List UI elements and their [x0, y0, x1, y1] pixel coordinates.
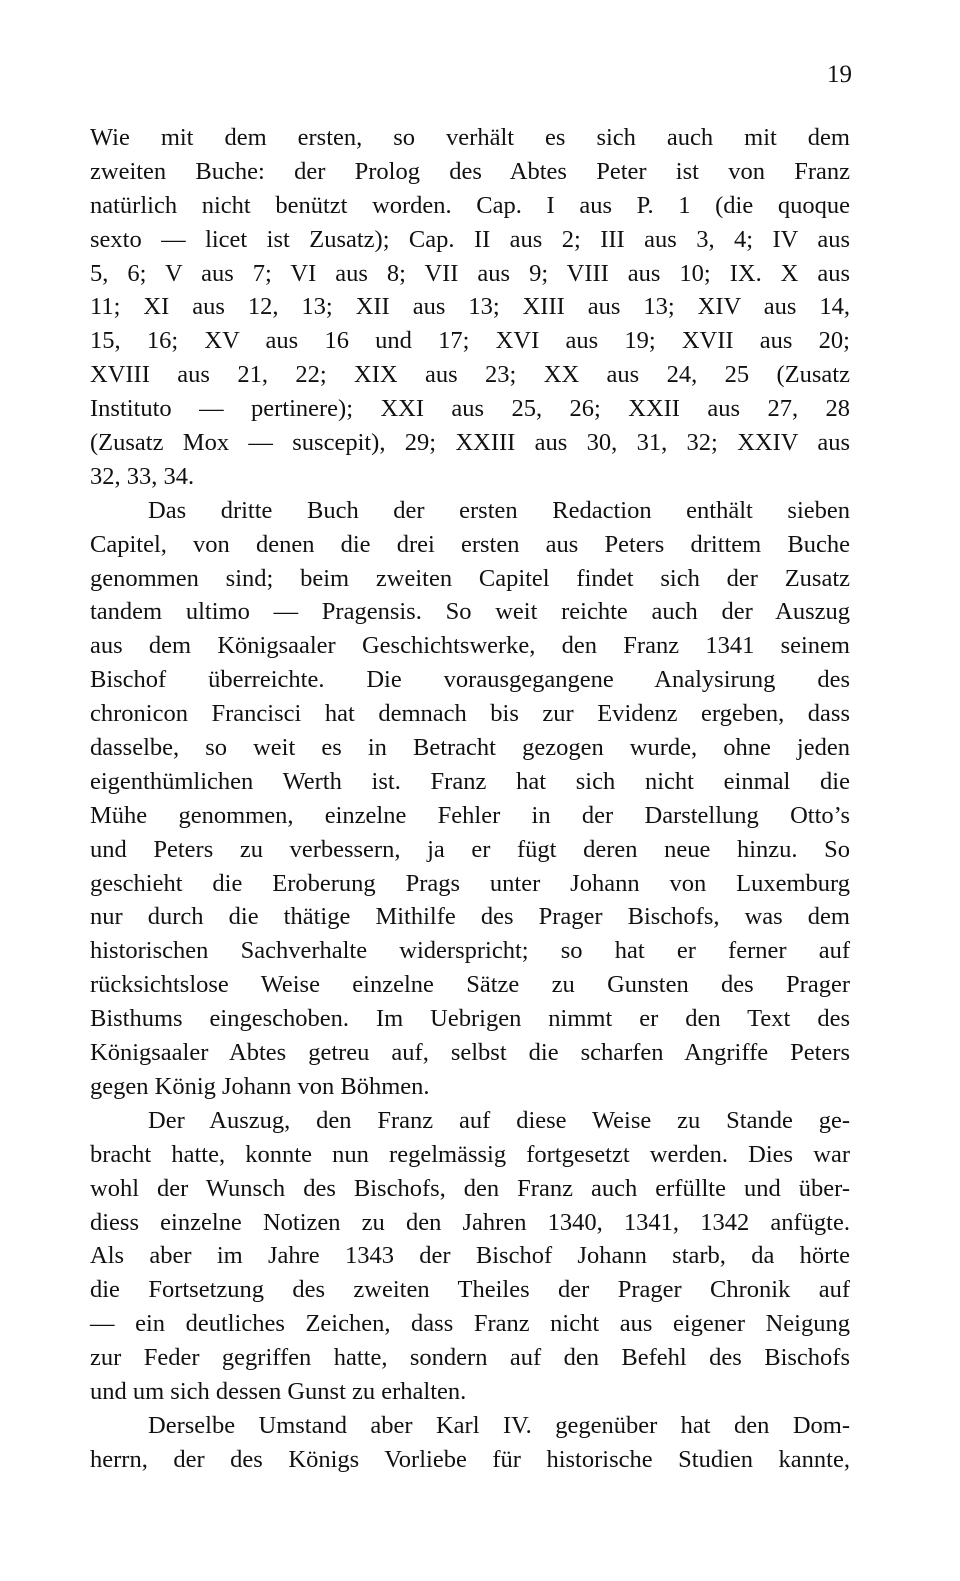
text-line: Wie mit dem ersten, so verhält es sich auch mit dem: [90, 124, 850, 151]
text-line: Bisthums eingeschoben. Im Uebrigen nimmt er den Text des: [90, 1005, 850, 1033]
paragraph: [90, 1104, 850, 1409]
text-line: 15, 16; XV aus 16 und 17; XVI aus 19; XVII aus 20;: [90, 327, 850, 355]
paragraph: [90, 1409, 850, 1477]
text-line: geschieht die Eroberung Prags unter Johann von Luxemburg: [90, 869, 850, 897]
text-line: — ein deutliches Zeichen, dass Franz nicht aus eigener Neigung: [90, 1310, 850, 1338]
text-line: und um sich dessen Gunst zu erhalten.: [90, 1377, 467, 1405]
text-line: genommen sind; beim zweiten Capitel findet sich der Zusatz: [90, 564, 850, 592]
text-line: sexto — licet ist Zusatz); Cap. II aus 2; III aus 3, 4; IV aus: [90, 225, 850, 253]
text-line: herrn, der des Königs Vorliebe für historische Studien kannte,: [90, 1445, 850, 1473]
text-line: tandem ultimo — Pragensis. So weit reichte auch der Auszug: [90, 598, 850, 626]
text-line: diess einzelne Notizen zu den Jahren 1340, 1341, 1342 anfügte.: [90, 1208, 850, 1236]
page-number: 19: [827, 61, 852, 88]
text-line: rücksichtslose Weise einzelne Sätze zu Gunsten des Prager: [90, 971, 850, 999]
text-line: aus dem Königsaaler Geschichtswerke, den Franz 1341 seinem: [90, 632, 850, 660]
text-line: eigenthümlichen Werth ist. Franz hat sich nicht einmal die: [90, 767, 850, 795]
text-line: Der Auszug, den Franz auf diese Weise zu Stande ge-: [148, 1106, 850, 1134]
text-line: bracht hatte, konnte nun regelmässig fortgesetzt werden. Dies war: [90, 1140, 850, 1168]
text-line: Bischof überreichte. Die vorausgegangene Analysirung des: [90, 666, 850, 694]
text-line: 32, 33, 34.: [90, 462, 195, 490]
text-line: Capitel, von denen die drei ersten aus Peters drittem Buche: [90, 530, 850, 558]
text-line: 5, 6; V aus 7; VI aus 8; VII aus 9; VIII aus 10; IX. X aus: [90, 259, 850, 287]
paragraph: [90, 121, 850, 494]
text-line: Als aber im Jahre 1343 der Bischof Johann starb, da hörte: [90, 1242, 850, 1270]
text-line: die Fortsetzung des zweiten Theiles der Prager Chronik auf: [90, 1276, 850, 1304]
text-line: dasselbe, so weit es in Betracht gezogen wurde, ohne jeden: [90, 734, 850, 762]
text-line: Das dritte Buch der ersten Redaction enthält sieben: [148, 496, 850, 524]
text-line: chronicon Francisci hat demnach bis zur Evidenz ergeben, dass: [90, 700, 850, 728]
text-line: nur durch die thätige Mithilfe des Prager Bischofs, was dem: [90, 903, 850, 931]
text-line: Königsaaler Abtes getreu auf, selbst die scharfen Angriffe Peters: [90, 1039, 850, 1067]
text-line: Mühe genommen, einzelne Fehler in der Darstellung Otto’s: [90, 801, 850, 829]
text-line: (Zusatz Mox — suscepit), 29; XXIII aus 30, 31, 32; XXIV aus: [90, 429, 850, 457]
text-line: und Peters zu verbessern, ja er fügt deren neue hinzu. So: [90, 835, 850, 863]
text-line: zweiten Buche: der Prolog des Abtes Peter ist von Franz: [90, 157, 850, 185]
text-line: historischen Sachverhalte widerspricht; so hat er ferner auf: [90, 937, 850, 965]
paragraph: [90, 494, 850, 1104]
text-line: wohl der Wunsch des Bischofs, den Franz auch erfüllte und über-: [90, 1174, 850, 1202]
text-line: Instituto — pertinere); XXI aus 25, 26; XXII aus 27, 28: [90, 395, 850, 423]
text-line: natürlich nicht benützt worden. Cap. I aus P. 1 (die quoque: [90, 191, 850, 219]
text-line: gegen König Johann von Böhmen.: [90, 1072, 430, 1100]
text-line: XVIII aus 21, 22; XIX aus 23; XX aus 24, 25 (Zusatz: [90, 361, 850, 389]
text-line: Derselbe Umstand aber Karl IV. gegenüber hat den Dom-: [148, 1411, 850, 1439]
text-line: zur Feder gegriffen hatte, sondern auf den Befehl des Bischofs: [90, 1344, 850, 1372]
text-line: 11; XI aus 12, 13; XII aus 13; XIII aus 13; XIV aus 14,: [90, 293, 850, 321]
body-text: [90, 121, 850, 1477]
